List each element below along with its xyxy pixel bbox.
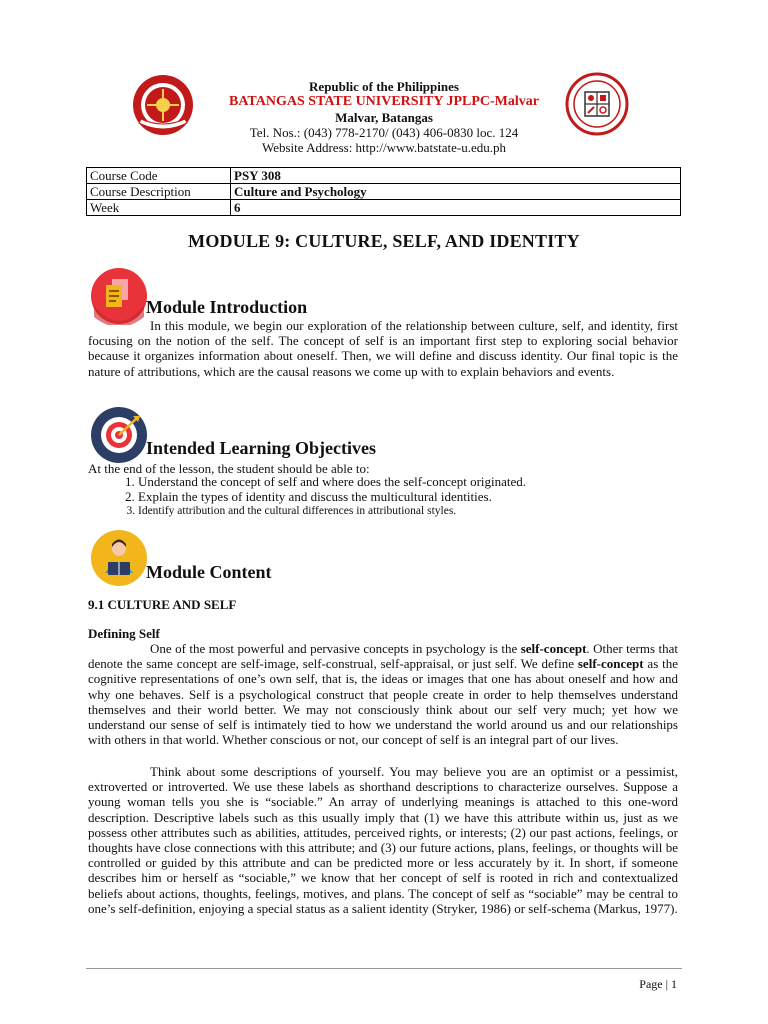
header-location: Malvar, Batangas (335, 110, 433, 125)
learning-objectives-heading: Intended Learning Objectives (146, 438, 377, 458)
reading-person-icon (90, 529, 148, 587)
term-self-concept: self-concept (577, 656, 644, 672)
documents-icon (90, 267, 148, 325)
list-item: 3. Identify attribution and the cultural differences in attributional styles. (138, 504, 526, 519)
table-row (87, 168, 681, 184)
course-code-value: PSY 308 (231, 168, 681, 184)
text-span: . Other terms that denote the same concept are self-image, self-construal, self-appraisal, or just self. We define (88, 641, 678, 672)
header-university: BATANGAS STATE UNIVERSITY JPLPC-Malvar (229, 94, 539, 109)
table-row (87, 200, 681, 216)
text-span: Think about some descriptions of yourself. You may believe you are an optimist or a pessimist, extroverted or introverted. We use these labels as shorthand descriptions to characterize ourselves. Suppose a young woman tells you she is “sociable.” An array of underlying meanings is attached to this one-word description. Descriptive labels such as this usually imply that (1) we have this attribute within us, just as we possess other attributes such as abilities, attitudes, perceived rights, or interests; (2) our past actions, feelings, or thoughts have close connections with this attribute; and (3) our future actions, plans, feelings, or thoughts will be controlled or guided by this attribute and can be predicted more or less accurately by it. In short, if someone describes him or herself as “sociable,” we know that her concept of self is rooted in rich and contextualized beliefs about actions, thoughts, feelings, motives, and plans. The concept of self as “sociable” may be central to one’s self-definition, enjoying a special status as a salient identity (Stryker, 1986) or self-schema (Markus, 1977). (88, 764, 678, 916)
text-span: as the cognitive representations of one’s own self, that is, the ideas or images that one has about oneself and how and why one behaves. Self is a psychological construct that people create in order to help themselves understand themselves and their world better. We may not consciously think about our self very much; yet how we understand our sense of self is intimately tied to how we understand the world around us and our relationships with others in that world. Whether conscious or not, our concept of self is an integral part of our lives. (88, 656, 678, 748)
intro-body: In this module, we begin our exploration of the relationship between culture, self, and identity, first focusing on the notion of the self. The concept of self is an important first step to exploring social behavior because it organizes information about oneself. Then, we will define and discuss identity. Our final topic is the nature of attributions, which are the causal reasons we come up with to explain behaviors and events. (88, 318, 678, 379)
table-row (87, 184, 681, 200)
module-title: MODULE 9: CULTURE, SELF, AND IDENTITY (188, 231, 580, 251)
course-info-table (86, 167, 681, 216)
subsection-heading: Defining Self (88, 626, 160, 641)
header-telephone: Tel. Nos.: (043) 778-2170/ (043) 406-0830 loc. 124 (249, 125, 519, 140)
objectives-list (112, 474, 526, 519)
module-content-heading: Module Content (146, 562, 272, 582)
defining-self-paragraph-1 (88, 641, 678, 747)
text-span: One of the most powerful and pervasive concepts in psychology is the (150, 641, 521, 656)
header-website: Website Address: http://www.batstate-u.edu.ph (262, 140, 506, 155)
term-self-concept: self-concept (520, 641, 587, 656)
header-republic: Republic of the Philippines (309, 79, 459, 94)
course-code-label: Course Code (87, 168, 231, 184)
page-number: Page | 1 (639, 977, 677, 991)
course-description-value: Culture and Psychology (231, 184, 681, 200)
footer-divider (86, 968, 682, 969)
list-item: 2. Explain the types of identity and discuss the multicultural identities. (138, 489, 526, 504)
week-label: Week (87, 200, 231, 216)
week-value: 6 (231, 200, 681, 216)
course-description-label: Course Description (87, 184, 231, 200)
section-heading: 9.1 CULTURE AND SELF (88, 597, 237, 612)
objectives-lead: At the end of the lesson, the student should be able to: (88, 461, 370, 476)
module-introduction-heading: Module Introduction (146, 297, 308, 317)
module-introduction-text (88, 318, 678, 379)
list-item: 1. Understand the concept of self and where does the self-concept originated. (138, 474, 526, 489)
target-icon (90, 406, 148, 464)
defining-self-paragraph-2 (88, 764, 678, 916)
